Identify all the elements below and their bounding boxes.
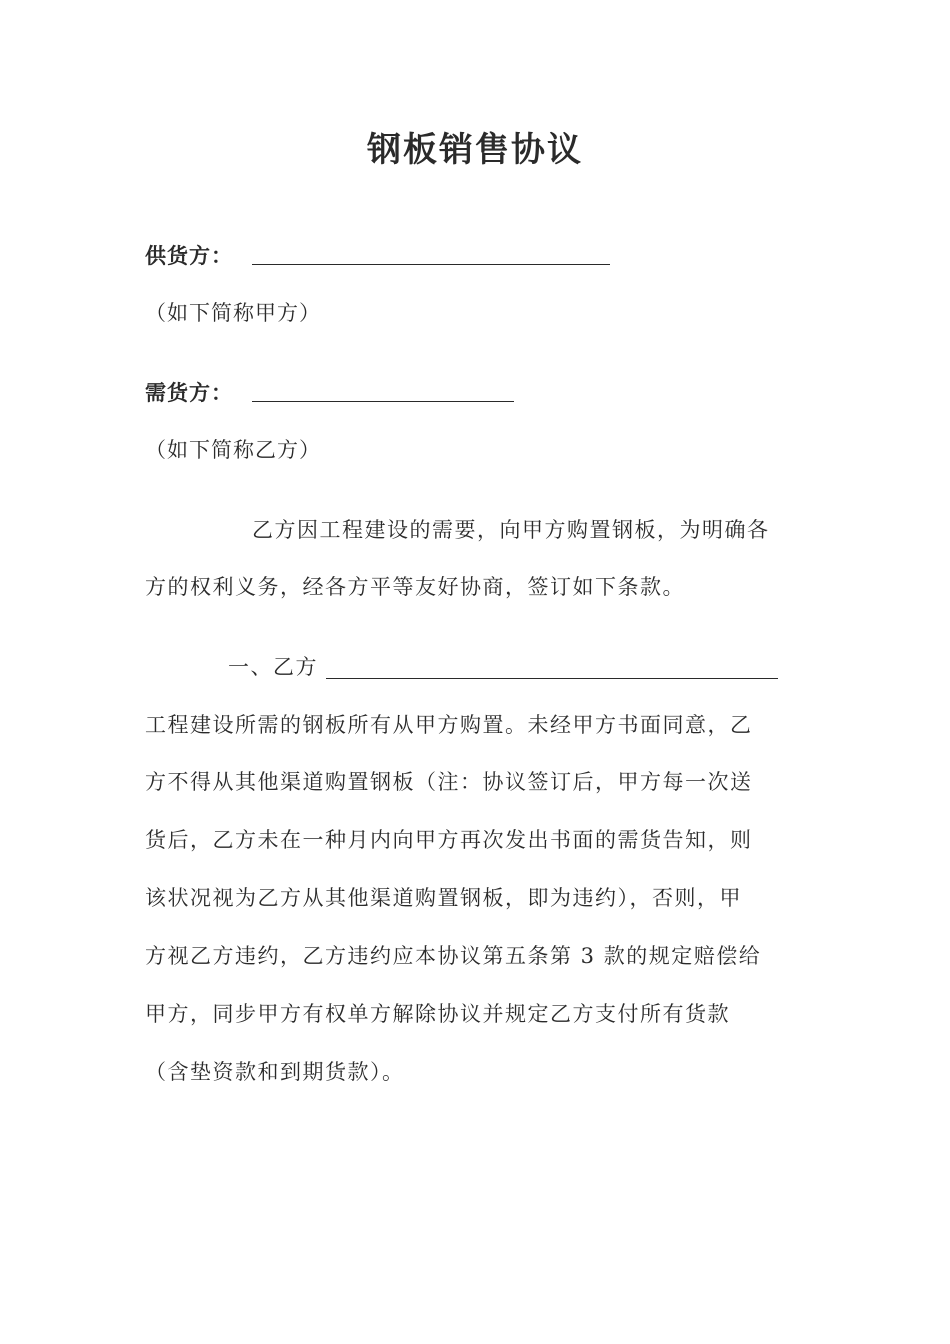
- clause1-blank-line: [326, 678, 778, 679]
- buyer-blank-line: [252, 401, 514, 402]
- clause1-line-2: 方不得从其他渠道购置钢板（注：协议签订后，甲方每一次送: [145, 770, 753, 794]
- buyer-label: 需货方：: [145, 381, 233, 405]
- clause1-line-6: 甲方，同步甲方有权单方解除协议并规定乙方支付所有货款: [145, 1002, 730, 1026]
- supplier-label: 供货方：: [145, 244, 233, 268]
- intro-line-1: 乙方因工程建设的需要，向甲方购置钢板，为明确各: [252, 518, 770, 542]
- buyer-note: （如下简称乙方）: [145, 438, 321, 462]
- document-title: 钢板销售协议: [367, 130, 583, 170]
- supplier-note: （如下简称甲方）: [145, 301, 321, 325]
- supplier-blank-line: [252, 264, 610, 265]
- supplier-row: [145, 240, 233, 272]
- buyer-row: [145, 377, 233, 409]
- clause1-lead: 一、乙方: [228, 655, 318, 679]
- clause1-line-1: 工程建设所需的钢板所有从甲方购置。未经甲方书面同意，乙: [145, 713, 753, 737]
- intro-line-2: 方的权利义务，经各方平等友好协商，签订如下条款。: [145, 575, 685, 599]
- clause1-line-4: 该状况视为乙方从其他渠道购置钢板，即为违约），否则，甲: [145, 886, 742, 910]
- clause1-line-7: （含垫资款和到期货款）。: [145, 1060, 405, 1084]
- clause1-line-5: 方视乙方违约，乙方违约应本协议第五条第 3 款的规定赔偿给: [145, 944, 762, 968]
- clause1-line-3: 货后，乙方未在一种月内向甲方再次发出书面的需货告知，则: [145, 828, 753, 852]
